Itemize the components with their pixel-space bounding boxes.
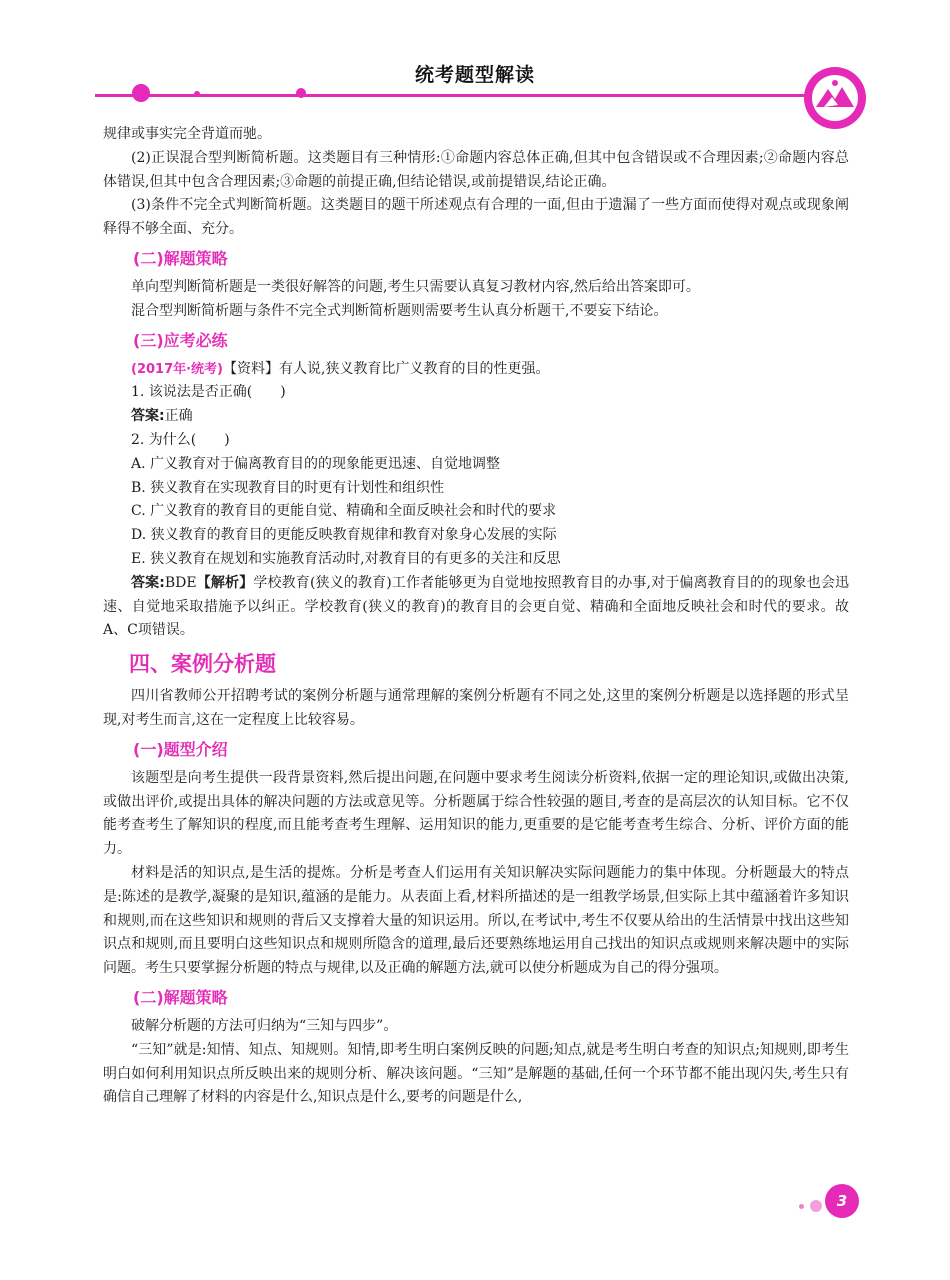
paragraph-type-2: (2)正误混合型判断简析题。这类题目有三种情形:①命题内容总体正确,但其中包含错误或不合理因素;②命题内容总体错误,但其中包含合理因素;③命题的前提正确,但结论错误,或前提错误,结论正确。	[103, 149, 849, 190]
question-2: 2. 为什么( )	[131, 431, 230, 448]
question-1: 1. 该说法是否正确( )	[131, 384, 286, 401]
publisher-logo-icon	[802, 65, 868, 131]
footer-dot-small	[799, 1204, 804, 1209]
paragraph-type-intro-2: 材料是活的知识点,是生活的提炼。分析是考查人们运用有关知识解决实际问题能力的集中体现。分析题最大的特点是:陈述的是教学,凝聚的是知识,蕴涵的是能力。从表面上看,材料所描述的是一组教学场景,但实际上其中蕴涵着许多知识和规则,而在这些知识和规则的背后又支撑着大量的知识运用。所以,在考试中,考生不仅要从给出的生活情景中找出这些知识点和规则,而且要明白这些知识点和规则所隐含的道理,最后还要熟练地运用自己找出的知识点或规则来解决题中的实际问题。考生只要掌握分析题的特点与规律,以及正确的解题方法,就可以使分析题成为自己的得分强项。	[103, 864, 849, 977]
paragraph-type-3: (3)条件不完全式判断简析题。这类题目的题干所述观点有合理的一面,但由于遗漏了一些方面而使得对观点或现象阐释得不够全面、充分。	[103, 197, 849, 238]
paragraph-case-strategy-2: “三知”就是:知情、知点、知规则。知情,即考生明白案例反映的问题;知点,就是考生明白考查的知识点;知规则,即考生明白如何利用知识点所反映出来的规则分析、解决该问题。“三知”是解题的基础,任何一个环节都不能出现闪失,考生只有确信自己理解了材料的内容是什么,知识点是什么,要考的问题是什么,	[103, 1041, 849, 1106]
paragraph-type-intro-1: 该题型是向考生提供一段背景资料,然后提出问题,在问题中要求考生阅读分析资料,依据一定的理论知识,或做出决策,或做出评价,或提出具体的解决问题的方法或意见等。分析题属于综合性较强的题目,考查的是高层次的认知目标。它不仅能考查考生了解知识的程度,而且能考查考生理解、运用知识的能力,更重要的是它能考查考生综合、分析、评价方面的能力。	[103, 769, 849, 858]
option-b: B. 狭义教育在实现教育目的时更有计划性和组织性	[131, 479, 445, 496]
answer-value: BDE	[164, 574, 197, 591]
paragraph-section-intro: 四川省教师公开招聘考试的案例分析题与通常理解的案例分析题有不同之处,这里的案例分析题是以选择题的形式呈现,对考生而言,这在一定程度上比较容易。	[103, 688, 849, 728]
subheading-case-strategy: (二)解题策略	[133, 987, 228, 1007]
header-dot-large	[132, 84, 150, 102]
analysis-label: 【解析】	[196, 574, 254, 591]
paragraph-case-strategy-1: 破解分析题的方法可归纳为“三知与四步”。	[131, 1017, 398, 1034]
paragraph-strategy-2: 混合型判断简析题与条件不完全式判断简析题则需要考生认真分析题干,不要妄下结论。	[131, 302, 668, 319]
question-material	[103, 358, 849, 382]
analysis-text: 学校教育(狭义的教育)工作者能够更为自觉地按照教育目的办事,对于偏离教育目的的现象也会迅速、自觉地采取措施予以纠正。学校教育(狭义的教育)的教育目的会更自觉、精确和全面地反映社会和时代的要求。故A、C项错误。	[103, 574, 849, 639]
answer-label: 答案:	[131, 574, 165, 591]
paragraph-continuation: 规律或事实完全背道而驰。	[103, 126, 271, 142]
option-d: D. 狭义教育的教育目的更能反映教育规律和教育对象身心发展的实际	[131, 527, 557, 544]
subheading-practice: (三)应考必练	[133, 330, 228, 350]
paragraph-strategy-1: 单向型判断简析题是一类很好解答的问题,考生只需要认真复习教材内容,然后给出答案即可。	[131, 278, 700, 295]
footer-dot-medium	[810, 1200, 822, 1212]
section-title-case-analysis: 四、案例分析题	[129, 652, 276, 677]
option-c: C. 广义教育的教育目的更能自觉、精确和全面反映社会和时代的要求	[131, 503, 557, 520]
header-title: 统考题型解读	[414, 64, 535, 86]
question-1-answer	[103, 405, 849, 429]
subheading-type-intro: (一)题型介绍	[133, 739, 228, 759]
header-rule	[95, 94, 817, 97]
page-number: 3	[825, 1184, 859, 1218]
question-2-answer	[103, 572, 849, 643]
option-e: E. 狭义教育在规划和实施教育活动时,对教育目的有更多的关注和反思	[131, 550, 561, 567]
question-source: (2017年·统考)	[131, 361, 224, 377]
question-material-text: 【资料】有人说,狭义教育比广义教育的目的性更强。	[223, 360, 550, 377]
option-a: A. 广义教育对于偏离教育目的的现象能更迅速、自觉地调整	[131, 455, 501, 472]
subheading-strategy: (二)解题策略	[133, 248, 228, 268]
answer-text: 正确	[164, 408, 193, 425]
answer-label: 答案:	[131, 408, 165, 425]
page-header	[0, 0, 950, 115]
page-body	[103, 123, 849, 1110]
